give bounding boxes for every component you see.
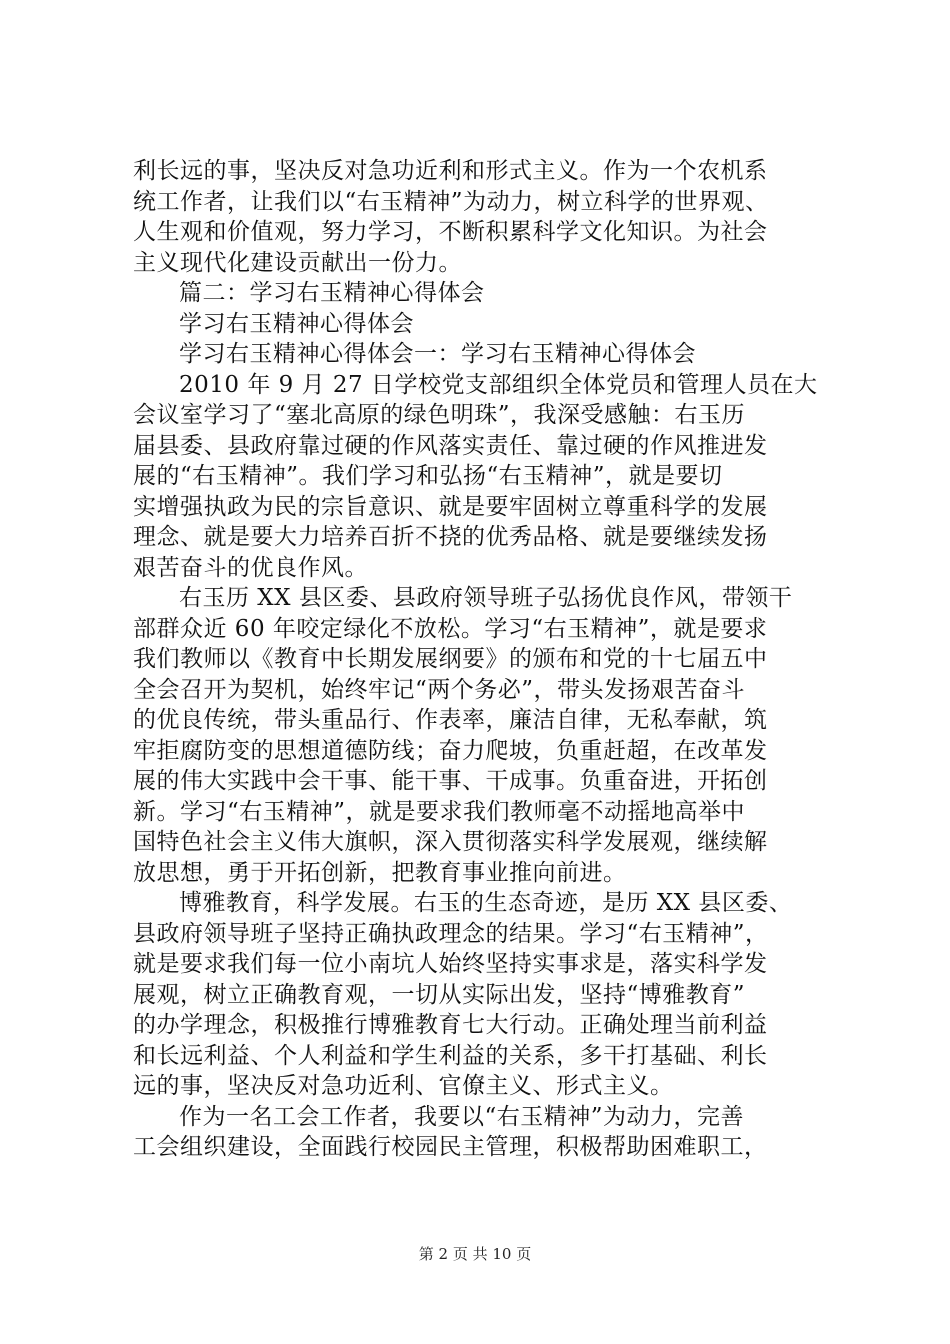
text-line: 会议室学习了“塞北高原的绿色明珠”，我深受感触：右玉历 xyxy=(133,402,746,428)
text-line: 工会组织建设，全面践行校园民主管理，积极帮助困难职工， xyxy=(133,1134,768,1160)
text-line: 国特色社会主义伟大旗帜，深入贯彻落实科学发展观，继续解 xyxy=(133,829,768,855)
text-line: 牢拒腐防变的思想道德防线；奋力爬坡，负重赶超，在改革发 xyxy=(133,737,768,764)
text-line: 远的事，坚决反对急功近利、官僚主义、形式主义。 xyxy=(133,1073,674,1099)
text-line: 届县委、县政府靠过硬的作风落实责任、靠过硬的作风推进发 xyxy=(133,432,768,459)
text-line: 展的“右玉精神”。我们学习和弘扬“右玉精神”，就是要切 xyxy=(133,463,723,489)
text-line: 篇二：学习右玉精神心得体会 xyxy=(179,280,485,306)
text-line: 的优良传统，带头重品行、作表率，廉洁自律，无私奉献，筑 xyxy=(133,707,768,733)
text-line: 就是要求我们每一位小南坑人始终坚持实事求是，落实科学发 xyxy=(133,951,768,977)
text-line: 新。学习“右玉精神”，就是要求我们教师毫不动摇地高举中 xyxy=(133,798,746,825)
text-line: 展观，树立正确教育观，一切从实际出发，坚持“博雅教育” xyxy=(133,981,746,1008)
text-line: 2010 年 9 月 27 日学校党支部组织全体党员和管理人员在大 xyxy=(179,371,818,398)
text-line: 全会召开为契机，始终牢记“两个务必”，带头发扬艰苦奋斗 xyxy=(133,676,746,703)
document-body xyxy=(133,156,823,1163)
text-line: 理念、就是要大力培养百折不挠的优秀品格、就是要继续发扬 xyxy=(133,524,768,550)
text-line: 和长远利益、个人利益和学生利益的关系，多干打基础、利长 xyxy=(133,1042,768,1069)
text-line: 部群众近 60 年咬定绿化不放松。学习“右玉精神”，就是要求 xyxy=(133,615,768,642)
text-line: 学习右玉精神心得体会 xyxy=(179,310,414,337)
text-line: 县政府领导班子坚持正确执政理念的结果。学习“右玉精神”， xyxy=(133,920,769,947)
text-line: 博雅教育，科学发展。右玉的生态奇迹，是历 XX 县区委、 xyxy=(179,890,793,916)
text-line: 展的伟大实践中会干事、能干事、干成事。负重奋进，开拓创 xyxy=(133,768,768,794)
text-line: 我们教师以《教育中长期发展纲要》的颁布和党的十七届五中 xyxy=(133,646,768,672)
text-line: 的办学理念，积极推行博雅教育七大行动。正确处理当前利益 xyxy=(133,1012,768,1038)
text-line: 放思想，勇于开拓创新，把教育事业推向前进。 xyxy=(133,859,627,886)
text-line: 主义现代化建设贡献出一份力。 xyxy=(133,249,462,276)
text-line: 学习右玉精神心得体会一：学习右玉精神心得体会 xyxy=(179,341,696,367)
text-line: 利长远的事，坚决反对急功近利和形式主义。作为一个农机系 xyxy=(133,158,768,184)
text-line: 右玉历 XX 县区委、县政府领导班子弘扬优良作风，带领干 xyxy=(179,585,793,611)
text-line: 实增强执政为民的宗旨意识、就是要牢固树立尊重科学的发展 xyxy=(133,493,768,520)
text-line: 艰苦奋斗的优良作风。 xyxy=(133,554,368,581)
text-line: 人生观和价值观，努力学习，不断积累科学文化知识。为社会 xyxy=(133,219,768,245)
text-line: 统工作者，让我们以“右玉精神”为动力，树立科学的世界观、 xyxy=(133,188,769,215)
page-footer: 第 2 页 共 10 页 xyxy=(418,1245,532,1263)
text-line: 作为一名工会工作者，我要以“右玉精神”为动力，完善 xyxy=(179,1103,745,1130)
